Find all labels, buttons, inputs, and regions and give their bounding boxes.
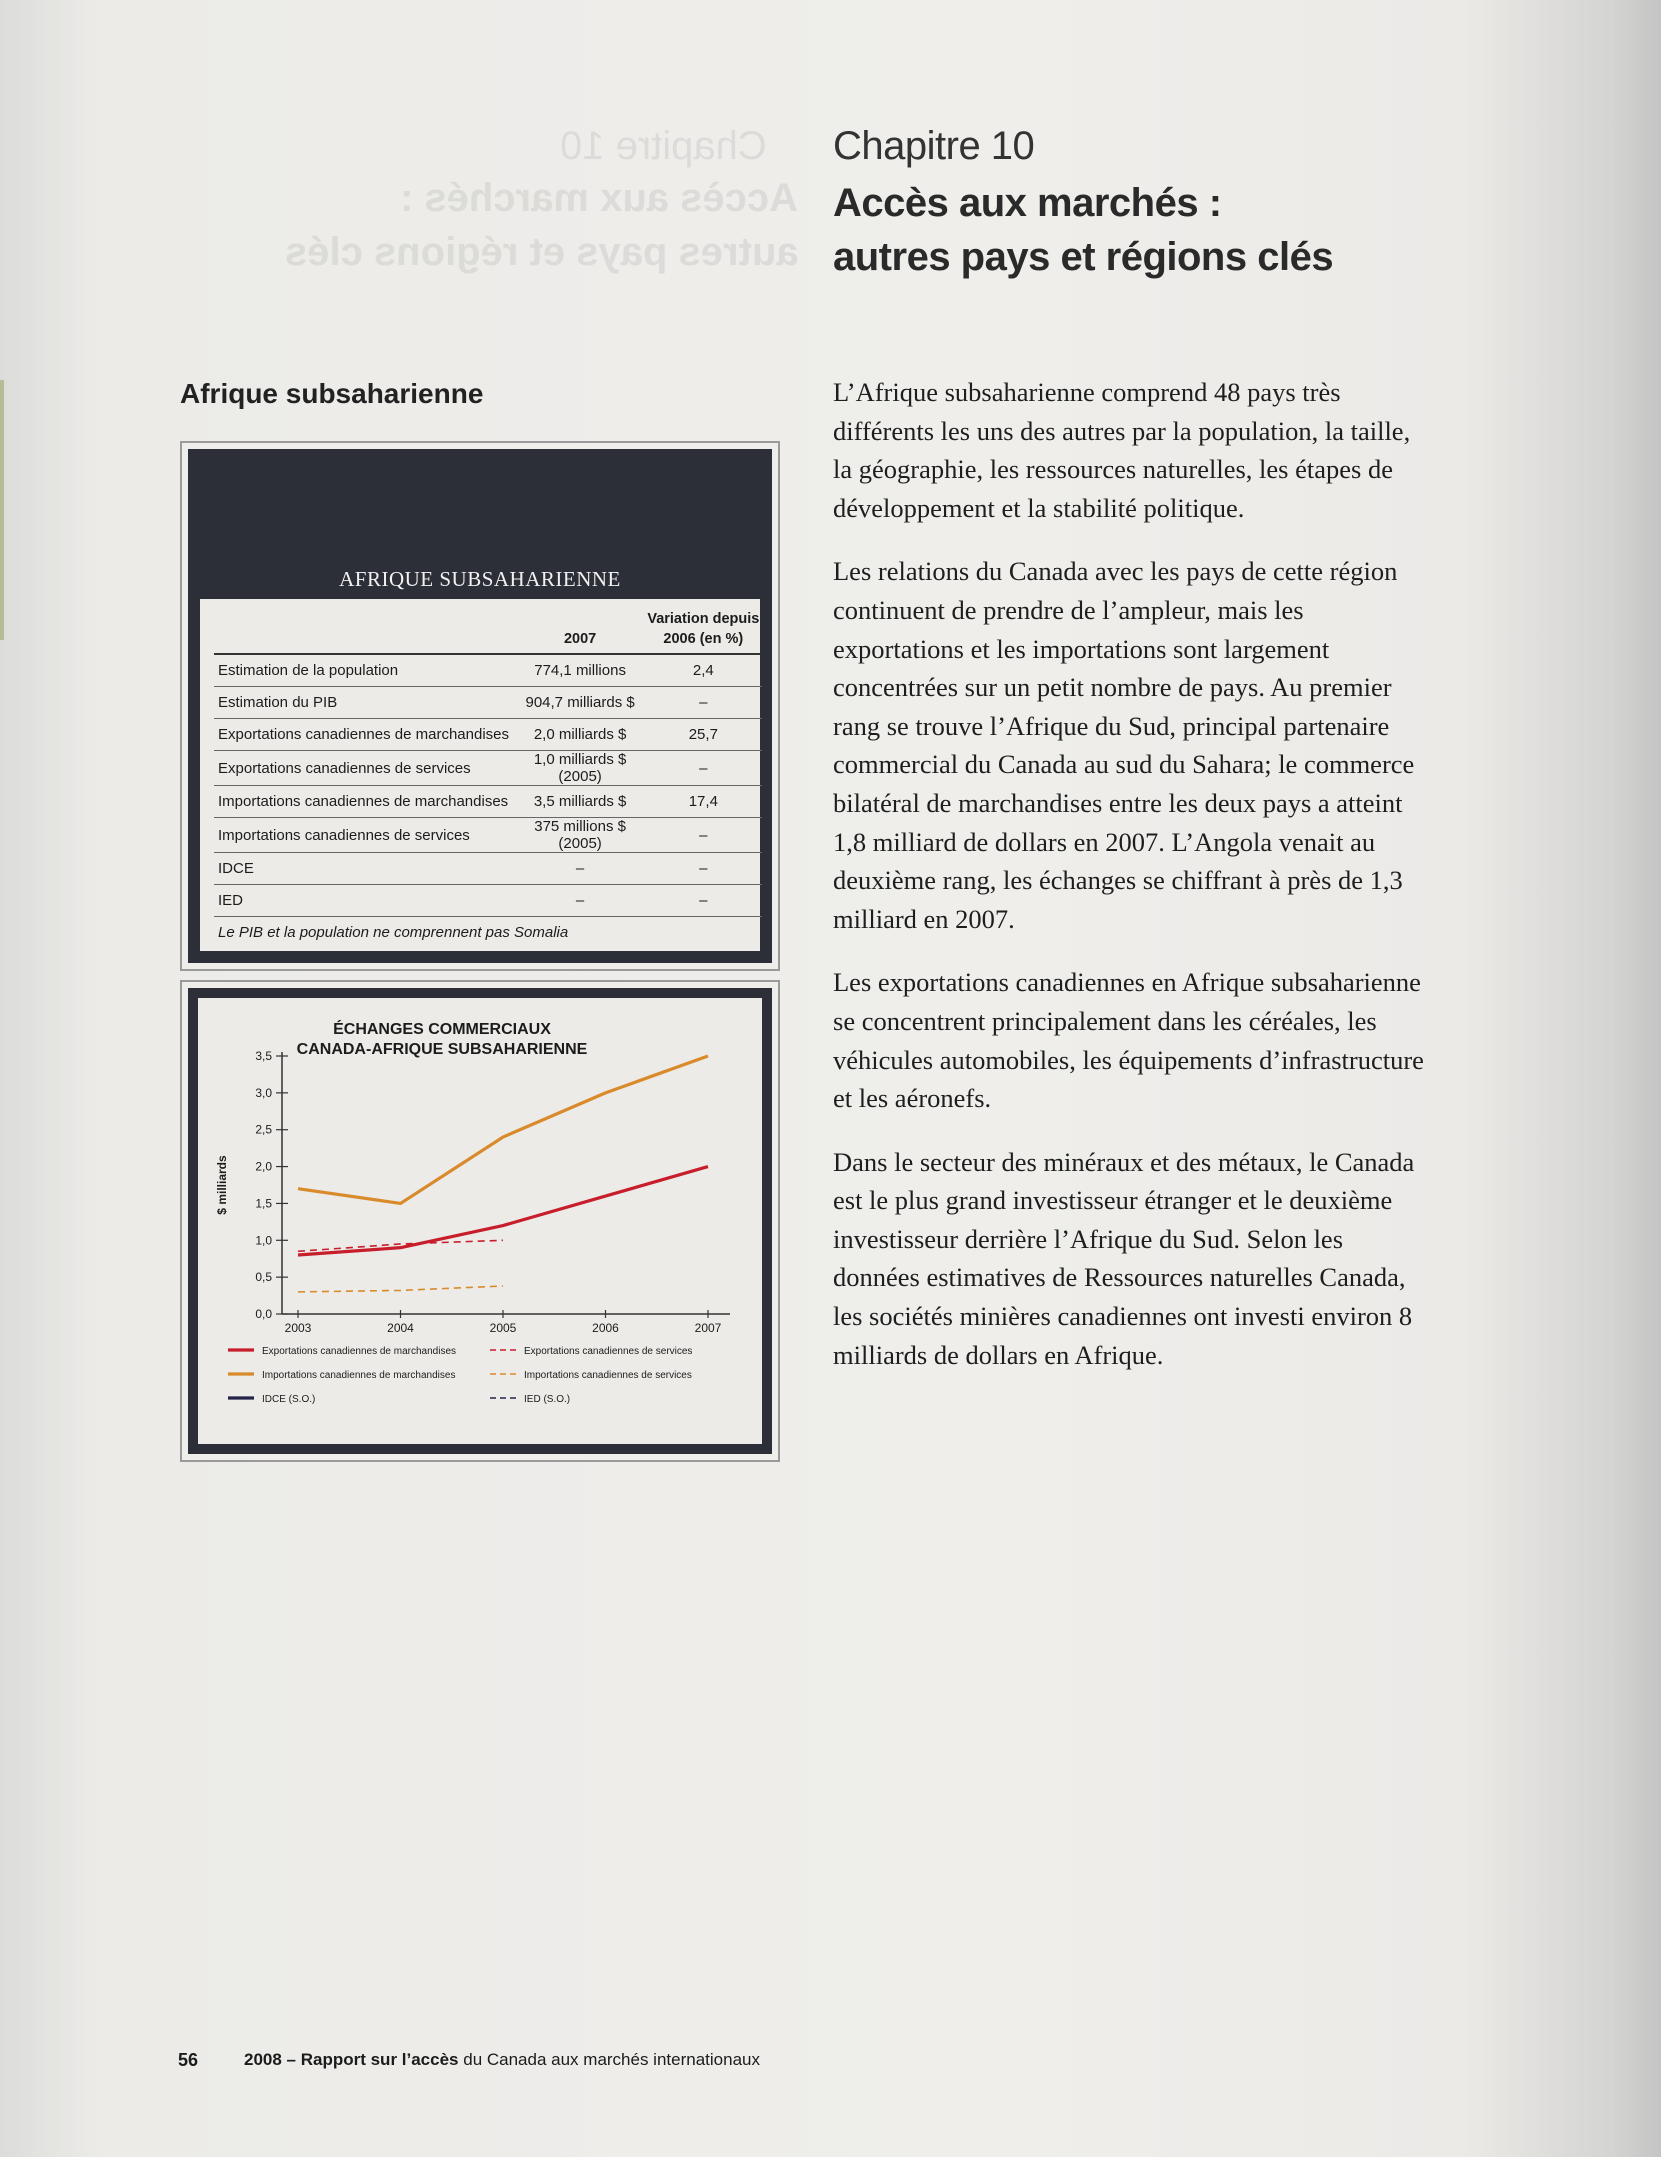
header-change: [645, 609, 762, 654]
row-value: 1,0 milliards $ (2005): [516, 751, 645, 786]
legend-label: Importations canadiennes de services: [524, 1370, 692, 1381]
y-tick-label: 1,5: [255, 1196, 272, 1211]
y-tick-label: 3,0: [255, 1085, 272, 1100]
row-value: 3,5 milliards $: [516, 786, 645, 818]
chapter-title-line-1: Accès aux marchés :: [833, 181, 1222, 225]
table-row: [214, 687, 762, 719]
row-label: Importations canadiennes de marchandises: [214, 786, 516, 818]
table-row: [214, 786, 762, 818]
row-label: Exportations canadiennes de marchandises: [214, 719, 516, 751]
stats-table-box: [200, 599, 760, 951]
row-value: 2,0 milliards $: [516, 719, 645, 751]
y-tick-label: 2,5: [255, 1122, 272, 1137]
paragraph: Les exportations canadiennes en Afrique subsaharienne se concentrent principalement dans les céréales, les véhicules automobiles, les équipements d’infrastructure et les aéronefs.: [833, 967, 1424, 1114]
x-tick-label: 2003: [284, 1321, 312, 1335]
show-through-chapter: Chapitre 10: [560, 124, 767, 168]
stats-table: [214, 609, 762, 917]
header-change-line-2: 2006 (en %): [663, 631, 744, 647]
row-value: 904,7 milliards $: [516, 687, 645, 719]
table-header-row: [214, 609, 762, 654]
page-edge-mark: [0, 380, 4, 640]
table-row: [214, 818, 762, 853]
y-tick-label: 1,0: [255, 1233, 272, 1248]
table-row: [214, 853, 762, 885]
trade-chart: [198, 998, 762, 1444]
y-tick-label: 2,0: [255, 1159, 272, 1174]
y-axis-label: $ milliards: [215, 1155, 229, 1215]
paragraph: Dans le secteur des minéraux et des métaux, le Canada est le plus grand investisseur étranger et le deuxième investisseur derrière l’Afrique du Sud. Selon les données estimatives de Ressources naturelles Canada, les sociétés minières canadiennes ont investi environ 8 milliards de dollars en Afrique.: [833, 1146, 1415, 1370]
row-value: 375 millions $ (2005): [516, 818, 645, 853]
row-label: Estimation de la population: [214, 654, 516, 687]
y-tick-label: 3,5: [255, 1049, 272, 1063]
series-line-2: [298, 1240, 503, 1251]
chart-title-line-1: ÉCHANGES COMMERCIAUX: [333, 1021, 551, 1038]
chart-panel: [180, 980, 780, 1462]
chapter-title-line-2: autres pays et régions clés: [833, 235, 1334, 279]
row-change: –: [645, 687, 762, 719]
y-tick-label: 0,0: [255, 1307, 272, 1321]
show-through-title-1: Accès aux marchés :: [400, 176, 799, 220]
body-text: [833, 373, 1433, 1399]
row-value: –: [516, 853, 645, 885]
header-label: [214, 609, 516, 654]
x-tick-label: 2005: [489, 1321, 517, 1335]
row-change: –: [645, 751, 762, 786]
x-tick-label: 2006: [592, 1321, 619, 1335]
table-note: Le PIB et la population ne comprennent pas Somalia: [218, 924, 569, 941]
row-change: 17,4: [645, 786, 762, 818]
page-number: 56: [178, 2050, 199, 2070]
paragraph: Les relations du Canada avec les pays de cette région continuent de prendre de l’ampleur, mais les exportations et les importations sont largement concentrées sur un petit nombre de pays. Au premier rang se trouve l’Afrique du Sud, principal partenaire commercial du Canada au sud du Sahara; le commerce bilatéral de marchandises entre les deux pays a atteint 1,8 milliard de dollars en 2007. L’Angola venait au deuxième rang, les échanges se chiffrant à près de 1,3 milliard en 2007.: [833, 556, 1415, 934]
table-row: [214, 719, 762, 751]
legend-label: Importations canadiennes de marchandises: [262, 1370, 456, 1381]
y-tick-label: 0,5: [255, 1270, 272, 1285]
row-value: 774,1 millions: [516, 654, 645, 687]
row-label: IDCE: [214, 853, 516, 885]
row-label: Estimation du PIB: [214, 687, 516, 719]
table-row: [214, 751, 762, 786]
legend-label: Exportations canadiennes de services: [524, 1346, 693, 1357]
row-change: 25,7: [645, 719, 762, 751]
chart-frame: [188, 988, 772, 1454]
header-year: 2007: [516, 609, 645, 654]
row-label: Exportations canadiennes de services: [214, 751, 516, 786]
footer-text-rest: du Canada aux marchés internationaux: [458, 2050, 760, 2069]
paragraph: L’Afrique subsaharienne comprend 48 pays très différents les uns des autres par la population, la taille, la géographie, les ressources naturelles, les étapes de développement et la stabilité politique.: [833, 377, 1411, 523]
legend-label: IDCE (S.O.): [262, 1394, 316, 1405]
stats-panel-header: [188, 449, 772, 963]
chapter-label: Chapitre 10: [833, 124, 1035, 168]
stats-panel: [180, 441, 780, 971]
table-row: [214, 885, 762, 917]
x-tick-label: 2007: [694, 1321, 722, 1335]
table-row: [214, 654, 762, 687]
row-change: –: [645, 818, 762, 853]
show-through-title-2: autres pays et régions clés: [285, 230, 799, 274]
row-value: –: [516, 885, 645, 917]
series-line-4: [298, 1286, 503, 1292]
row-label: IED: [214, 885, 516, 917]
section-heading: Afrique subsaharienne: [180, 378, 484, 409]
x-tick-label: 2004: [387, 1321, 414, 1335]
row-change: –: [645, 885, 762, 917]
series-line-1: [298, 1167, 708, 1255]
row-change: –: [645, 853, 762, 885]
legend-label: Exportations canadiennes de marchandises: [262, 1346, 457, 1357]
chart-title-line-2: CANADA-AFRIQUE SUBSAHARIENNE: [296, 1041, 588, 1058]
row-change: 2,4: [645, 654, 762, 687]
header-change-line-1: Variation depuis: [647, 611, 760, 627]
series-line-3: [298, 1056, 708, 1203]
footer-text: [244, 2050, 760, 2070]
footer-text-bold: 2008 – Rapport sur l’accès: [244, 2050, 459, 2069]
stats-table-title: AFRIQUE SUBSAHARIENNE: [339, 567, 621, 591]
row-label: Importations canadiennes de services: [214, 818, 516, 853]
chapter-title: [833, 176, 1533, 284]
legend-label: IED (S.O.): [524, 1394, 571, 1405]
